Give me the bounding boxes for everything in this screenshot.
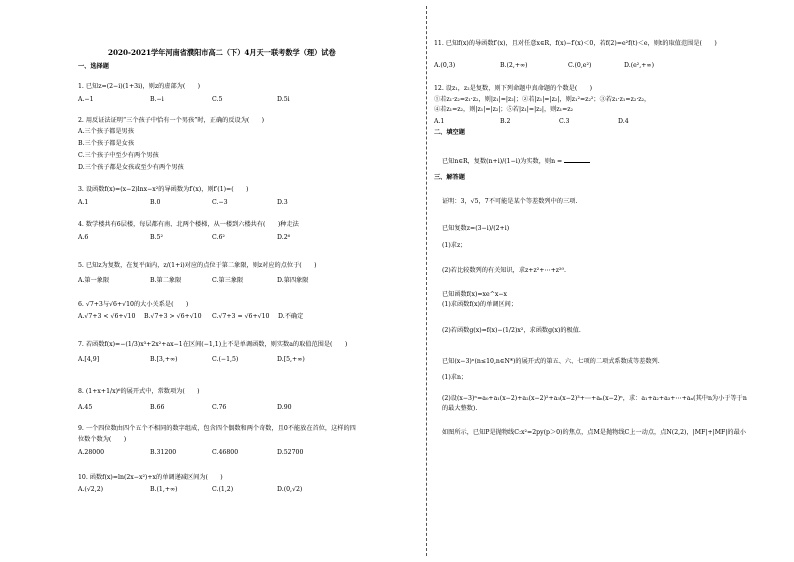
- section-fill: 二、填空题: [434, 129, 465, 136]
- q2-option-d: D.三个孩子都是女孩或至少有两个男孩: [78, 164, 184, 171]
- q1-option-b: B.−i: [150, 96, 164, 103]
- q2-option-a: A.三个孩子都是男孩: [78, 128, 134, 135]
- q5-option-b: B.第二象限: [150, 277, 182, 284]
- q3-option-b: B.0: [150, 199, 161, 206]
- fill-question-1-text: 已知n∈R，复数(n+i)/(1−i)为实数，则n =: [442, 158, 563, 165]
- question-11: 11. 已知f(x)的导函数f′(x)，且对任意x∈R，f(x)−f′(x)＜0，若f(2)=e²f(t)＜e，则t的取值范围是( ): [434, 40, 717, 47]
- q6-option-c: C.√7+3 = √6+√10: [212, 313, 270, 320]
- q10-option-a: A.(√2,2): [78, 486, 104, 493]
- q4-option-d: D.2⁶: [277, 234, 291, 241]
- section-choice: 一、选择题: [78, 63, 109, 70]
- question-12-line2: ④若z₁=z₂，则|z₁|=|z₂|；⑤若|z₁|=|z₂|，则z₁=z₂: [434, 106, 574, 113]
- q11-option-b: B.(2,+∞): [500, 62, 528, 69]
- q1-option-d: D.5i: [277, 96, 290, 103]
- question-5: 5. 已知z为复数，在复平面内，z/(1+i)对应的点位于第二象限，则z对应的点位于( ): [78, 262, 317, 269]
- problem-2-part-2: (2)若比较数列的有关知识，求z+z²+⋯+z²⁰.: [442, 267, 566, 274]
- problem-4: 已知(x−3)ⁿ(n≤10,n∈N*)的展开式的第五、六、七项的二项式系数成等差数列.: [442, 358, 660, 365]
- q10-option-b: B.(1,+∞): [150, 486, 178, 493]
- question-9-cont: 位数个数为( ): [78, 436, 127, 443]
- q8-option-a: A.45: [78, 404, 93, 411]
- q10-option-c: C.(1,2): [212, 486, 234, 493]
- q4-option-c: C.6²: [212, 234, 225, 241]
- question-2: 2. 用反证法证明“三个孩子中恰有一个男孩”时，正确的反设为( ): [78, 117, 265, 124]
- problem-3-part-1: (1)求函数f(x)的单调区间；: [442, 301, 518, 308]
- q9-option-c: C.46800: [212, 449, 239, 456]
- problem-3: 已知函数f(x)=xe^x−x: [442, 291, 508, 298]
- q11-option-d: D.(e²,+∞): [624, 62, 654, 69]
- exam-title: 2020-2021学年河南省濮阳市高二（下）4月天一联考数学（理）试卷: [108, 48, 336, 57]
- q12-option-b: B.2: [500, 118, 511, 125]
- problem-3-part-2: (2)若函数g(x)=f(x)−(1/2)x²，求函数g(x)的极值.: [442, 327, 581, 334]
- q5-option-c: C.第三象限: [212, 277, 244, 284]
- question-8: 8. (1+x+1/x)⁶的展开式中，常数项为( ): [78, 388, 200, 395]
- q12-option-d: D.4: [618, 118, 629, 125]
- q11-option-c: C.(0,e²): [568, 62, 592, 69]
- q4-option-b: B.5²: [150, 234, 163, 241]
- q8-option-d: D.90: [277, 404, 292, 411]
- q5-option-d: D.第四象限: [277, 277, 309, 284]
- q12-option-c: C.3: [559, 118, 570, 125]
- q2-option-c: C.三个孩子中至少有两个男孩: [78, 152, 159, 159]
- q8-option-c: C.76: [212, 404, 227, 411]
- q7-option-b: B.[3,+∞): [150, 356, 178, 363]
- question-1: 1. 已知z=(2−i)(1+3i)，则z的虚部为( ): [78, 83, 201, 90]
- question-12: 12. 设z₁，z₂是复数，则下列命题中真命题的个数是( ): [434, 85, 593, 92]
- question-3: 3. 设函数f(x)=(x−2)lnx−x²的导函数为f′(x)，则f′(1)=( ): [78, 186, 249, 193]
- q7-option-c: C.(−1,5): [212, 356, 239, 363]
- q3-option-c: C.−3: [212, 199, 228, 206]
- problem-1: 证明：3，√5，7不可能是某个等差数列中的三项.: [442, 198, 578, 205]
- question-7: 7. 若函数f(x)=−(1/3)x³+2x²+ax−1在区间(−1,1)上不是单调函数，则实数a的取值范围是( ): [78, 341, 348, 348]
- q2-option-b: B.三个孩子都是女孩: [78, 140, 135, 147]
- section-solution: 三、解答题: [434, 174, 465, 181]
- question-10: 10. 函数f(x)=ln(2x−x²)+x的单调递减区间为( ): [78, 474, 223, 481]
- problem-5: 如图所示，已知P是抛物线C:x²=2py(p＞0)的焦点，点M是抛物线C上一动点，点N(2,2)，|MF|+|MF|的最小: [442, 429, 746, 436]
- q6-option-b: B.√7+3 > √6+√10: [144, 313, 202, 320]
- question-4: 4. 数学楼共有6层楼，每层都有南、北两个楼梯，从一楼到六楼共有( )种走法: [78, 221, 299, 228]
- question-6: 6. √7+3与√6+√10的大小关系是( ): [78, 301, 189, 308]
- question-12-line1: ①若z₁·z₂=z₁·z₂，则|z₁|=|z₂|；②若|z₁|=|z₂|，则z₁²=z₂²；③若z₁·z₁=z₂·z₂，: [434, 96, 651, 103]
- problem-4-part-2-cont: 的最大整数).: [442, 405, 478, 412]
- q11-option-a: A.(0,3): [434, 62, 456, 69]
- q9-option-a: A.28000: [78, 449, 105, 456]
- right-column: [434, 0, 769, 562]
- q12-option-a: A.1: [434, 118, 445, 125]
- fill-question-1: [442, 157, 590, 166]
- problem-4-part-2: (2)设(x−3)ⁿ=a₀+a₁(x−2)+a₂(x−2)²+a₃(x−2)³+⋯+aₙ(x−2)ⁿ，求：a₁+a₂+a₃+⋯+aₙ(其中n为小于等于n: [442, 395, 747, 402]
- question-9: 9. 一个四位数由四个五个不相同的数字组成，包含四个偶数和两个奇数，且0不能放在首位，这样的四: [78, 425, 356, 432]
- q6-option-a: A.√7+3 < √6+√10: [78, 313, 136, 320]
- left-column: [78, 0, 430, 562]
- q6-option-d: D.不确定: [278, 313, 304, 320]
- q8-option-b: B.66: [150, 404, 165, 411]
- q10-option-d: D.(0,√2): [277, 486, 303, 493]
- q4-option-a: A.6: [78, 234, 89, 241]
- q9-option-b: B.31200: [150, 449, 177, 456]
- answer-blank: [564, 157, 590, 163]
- q3-option-d: D.3: [277, 199, 288, 206]
- q7-option-a: A.[4,9]: [78, 356, 100, 363]
- problem-2-part-1: (1)求z；: [442, 242, 467, 249]
- q5-option-a: A.第一象限: [78, 277, 110, 284]
- q1-option-a: A.−1: [78, 96, 94, 103]
- q1-option-c: C.5: [212, 96, 223, 103]
- q9-option-d: D.52700: [277, 449, 304, 456]
- problem-4-part-1: (1)求n；: [442, 374, 468, 381]
- problem-2: 已知复数z=(3−i)/(2+i): [442, 225, 510, 232]
- q3-option-a: A.1: [78, 199, 89, 206]
- q7-option-d: D.[5,+∞): [277, 356, 305, 363]
